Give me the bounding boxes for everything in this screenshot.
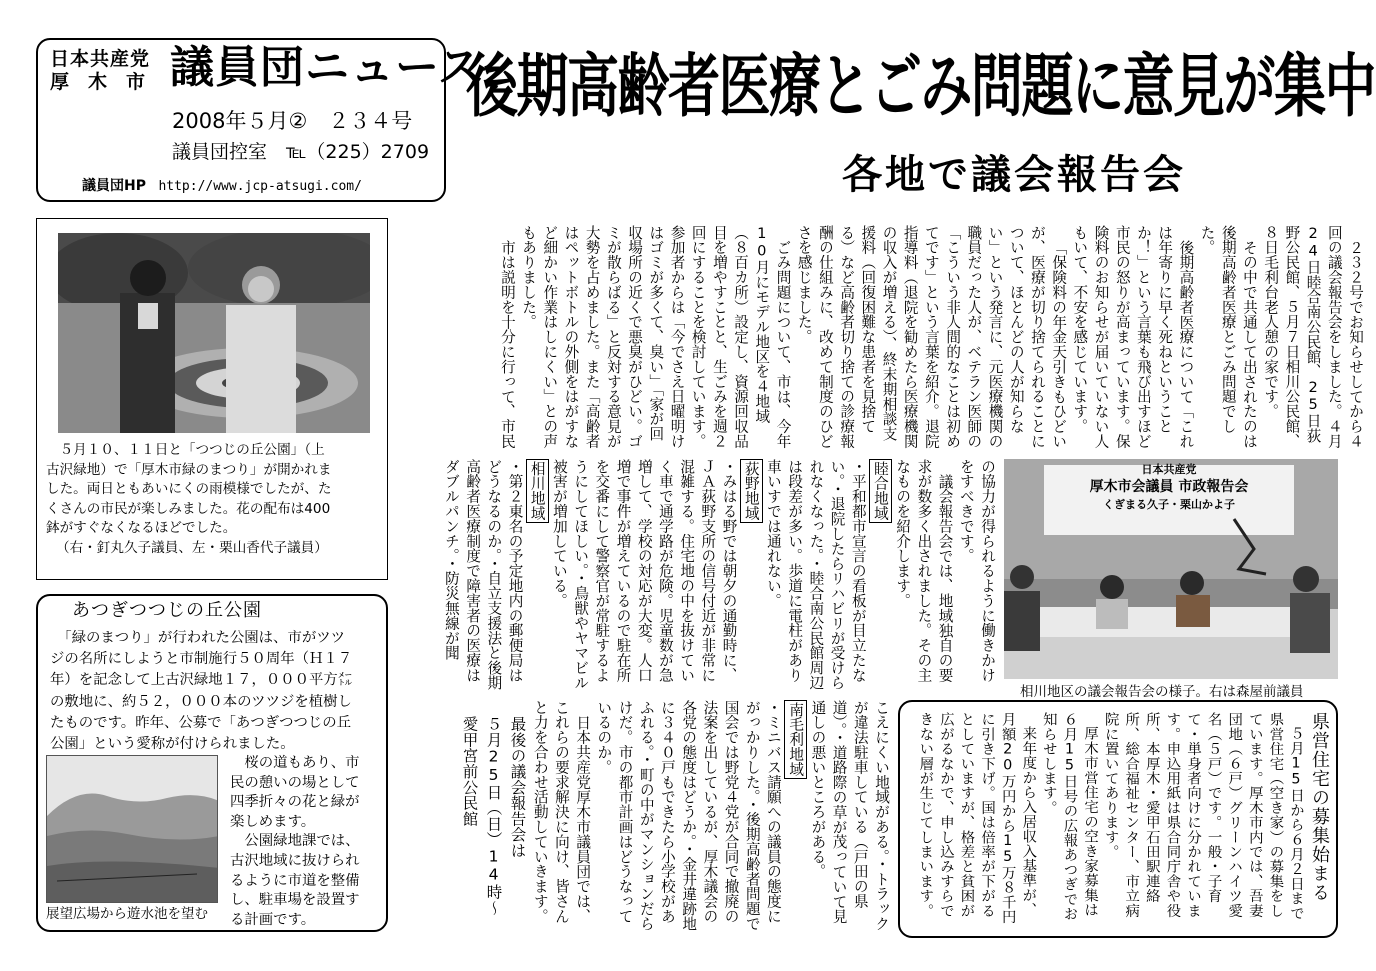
park-line: ジの名所にしようと市制施行５０周年（Ｈ１７ [50, 651, 353, 668]
area-text: ・第２東名の予定地内の郵便局はどうなるのか。・自立支援法と後期高齢者医療制度で障害者の医療はダブルパンチ。・防災無線が聞 [442, 459, 524, 691]
hp-line [82, 177, 362, 196]
park-line: 公園緑地課では、 [230, 833, 360, 850]
park-line: 桜の道もあり、市 [230, 755, 360, 771]
brand-title: 議員団ニュース [170, 42, 483, 93]
housing-title: 県営住宅の募集始まる [1309, 712, 1330, 902]
article-mid [398, 459, 998, 695]
area-text: ・みはる野では朝夕の通勤時に、ＪＡ荻野支所の信号付近が非常に混雑する。住宅地の中を抜けていく車で通学路が危険。児童数が急増して、学校の対応が大変。人口増で事件が増えているので駐在所を交番にして警察官が常駐するようにしてほしい。・鳥獣やヤマビル被害が増加している。 [550, 459, 738, 691]
festival-photo-image [58, 233, 370, 433]
park-line: し、駐車場を設置す [230, 892, 360, 909]
article-bottom [398, 700, 892, 938]
area-text: ・ミニバス請願への議員の態度にがっかりした。・後期高齢者問題で国会では野党４党が合同で撤廃の法案を出しているが、厚木議会の各党の態度はどうか。・金井違跡地に３４０戸もできたら小学校があふれる。・町の中がマンションだらけだ。市の都市計画はどうなっているのか。 [595, 700, 782, 932]
park-line: 四季折々の花と緑が [230, 794, 360, 811]
festival-photo [58, 233, 370, 433]
hp-url[interactable]: http://www.jcp-atsugi.com/ [158, 179, 362, 194]
caption-line: ５月１０、１１日と「つつじの丘公園」（上 [46, 442, 325, 458]
article-paragraph: ２３２号でお知らせしてから４回の議会報告会をしました。４月24日睦合南公民館、25日荻野公民館、５月７日相川公民館、８日毛利台老人憩の家です。 [1262, 225, 1364, 449]
next-meeting-line: 最後の議会報告会は [508, 715, 527, 858]
article-paragraph: 市は説明を十分に行って、市民 [498, 239, 516, 449]
banner-line1: 日本共産党 [1141, 463, 1197, 476]
park-line: 「緑のまつり」が行われた公園は、市がツツ [50, 630, 346, 646]
housing-paragraph: ５月15日から６月２日まで県営住宅（空き家）の募集をしています。厚木市内では、吾妻団地（６戸）グリーンハイツ愛名（５戸）です。一般・子育て・単身者向けに分かれています。申込用紙は県合同庁舎や役所、本厚木・愛甲石田駅連絡所、総合福祉センター、市立病院に置いてあります。 [1102, 712, 1304, 921]
sub-headline: 各地で議会報告会 [842, 152, 1186, 198]
housing-article [904, 712, 1332, 926]
park-line: 公園」という愛称が付けられました。 [50, 736, 295, 753]
area-tag: 荻野地域 [740, 459, 763, 523]
banner-line3: くぎまる久子・栗山かよ子 [1103, 498, 1235, 511]
park-line: 古沢地域に抜けられ [230, 852, 360, 869]
article-paragraph: の協力が得られるように働きかけをすべきです。 [957, 459, 996, 683]
hp-label: 議員団HP [82, 178, 146, 194]
area-tag: 睦合地域 [869, 459, 892, 523]
article-paragraph: 議会報告会では、地域独自の要求が数多く出されました。その主なものを紹介します。 [894, 459, 954, 683]
area-tag: 相川地域 [526, 459, 549, 523]
housing-paragraph: 来年度から入居収入基準が、月額20万円から15万８千円に引き下げ。国は倍率が下がるとしていますが、格差と貧困が広がるなかで、申し込みすらできない層が生じてしまいます。 [917, 712, 1037, 925]
park-line: 民の憩いの場として [230, 774, 360, 791]
reservoir-photo-image [47, 756, 218, 903]
caption-line: 鉢がすぐなくなるほどでした。 [46, 520, 237, 536]
park-body-narrow [230, 754, 390, 930]
park-title: あつぎつつじの丘公園 [72, 600, 262, 621]
caption-line: （右・釘丸久子議員、左・栗山香代子議員） [56, 539, 328, 556]
housing-paragraph: 厚木市営住宅の空き家募集は６月15日号の広報あつぎでお知らせします。 [1040, 712, 1099, 921]
area-text: ・平和都市宣言の看板が目立たない。・退院したらリハビリが受けられなくなった。・睦合南公民館周辺は段差が多い。歩道に電柱があり車いすでは通れない。 [764, 459, 867, 691]
article-top [398, 225, 1366, 453]
area-block [784, 700, 807, 938]
party-line2: 厚 木 市 [50, 71, 146, 93]
article-paragraph: 「保険料の年金天引きもひどいが、医療が切り捨てられることについて、ほとんどの人が知らない」という発言に、元医療機関の職員だった人が、ベテラン医師の「こういう非人間的なことは初めてです」という言葉を紹介。退院指導料（退院を勧めたら医療機関の収入が増える）、終末期相談支援料（回復困難な患者を見捨てる）など高齢者切り捨ての診療報酬の仕組みに、改めて制度のひどさを感じました。 [795, 225, 1068, 449]
reservoir-photo [46, 755, 218, 903]
banner-text [1044, 463, 1294, 513]
banner-line2: 厚木市会議員 市政報告会 [1089, 479, 1249, 495]
next-meeting-line: ５月25日（日）14時～ [484, 715, 503, 916]
article-paragraph: 後期高齢者医療について「これは年寄りに早く死ねということか！」という言葉も飛び出すほど市民の怒りが高まっています。保険料のお知らせが届いていない人もいて、不安を感じています。 [1071, 225, 1195, 449]
next-meeting-line: 愛甲宮前公民館 [460, 715, 479, 827]
park-line: るように市道を整備 [230, 872, 360, 889]
area-block [869, 459, 892, 695]
festival-caption [46, 441, 382, 558]
article-paragraph: ごみ問題について、市は、今年10月にモデル地区を４地域（８百カ所）設定し、資源回収品目を増やすことと、生ごみを週２回にすることを検討しています。参加者からは「今でさえ日曜明けはゴミが多くて、臭い」「家が回収場所の近くで悪臭がひどい。ゴミが散らばる」と反対する意見が大勢を占めました。また「高齢者はペットボトルの外側をはがすなど細かい作業はしにくい」との声もありました。 [520, 225, 792, 449]
park-line: の敷地に、約５２，０００本のツツジを植樹し [50, 693, 352, 710]
article-paragraph: その中で共通して出されたのは後期高齢者医療とごみ問題でした。 [1198, 225, 1258, 449]
caption-line: くさんの市民が楽しみました。花の配布は400 [46, 500, 331, 517]
closing-text: 日本共産党厚木市議員団では、これらの要求解決に向け、皆さんと力を合わせ活動していきます。 [531, 700, 592, 924]
park-line: る計画です。 [230, 911, 316, 928]
park-body-wide [50, 628, 382, 755]
party-line1: 日本共産党 [50, 48, 151, 70]
area-block [740, 459, 763, 695]
issue-number: 2008年５月② ２３４号 [172, 109, 413, 133]
caption-line: した。両日ともあいにくの雨模様でしたが、た [46, 481, 332, 497]
article-paragraph: こえにくい地域がある。・トラックが違法駐車している（戸田の県道）。・道路際の草が茂っていて見通しの悪いところがある。 [809, 700, 890, 932]
main-headline: 後期高齢者医療とごみ問題に意見が集中 [466, 47, 1376, 128]
area-tag: 南毛利地域 [784, 700, 807, 779]
office-phone: 議員団控室 ℡（225）2709 [172, 141, 430, 163]
caption-line: 古沢緑地）で「厚木市緑のまつり」が開かれま [46, 461, 332, 478]
party-name [50, 48, 150, 94]
reservoir-caption: 展望広場から遊水池を望む [46, 906, 208, 922]
meeting-caption: 相川地区の議会報告会の様子。右は森屋前議員 [1020, 684, 1304, 700]
area-block [526, 459, 549, 695]
park-line: 年）を記念して上古沢緑地１７，０００平方㍍ [50, 672, 353, 689]
park-line: 楽しめます。 [230, 813, 316, 830]
park-line: たものです。昨年、公募で「あつぎつつじの丘 [50, 714, 352, 731]
